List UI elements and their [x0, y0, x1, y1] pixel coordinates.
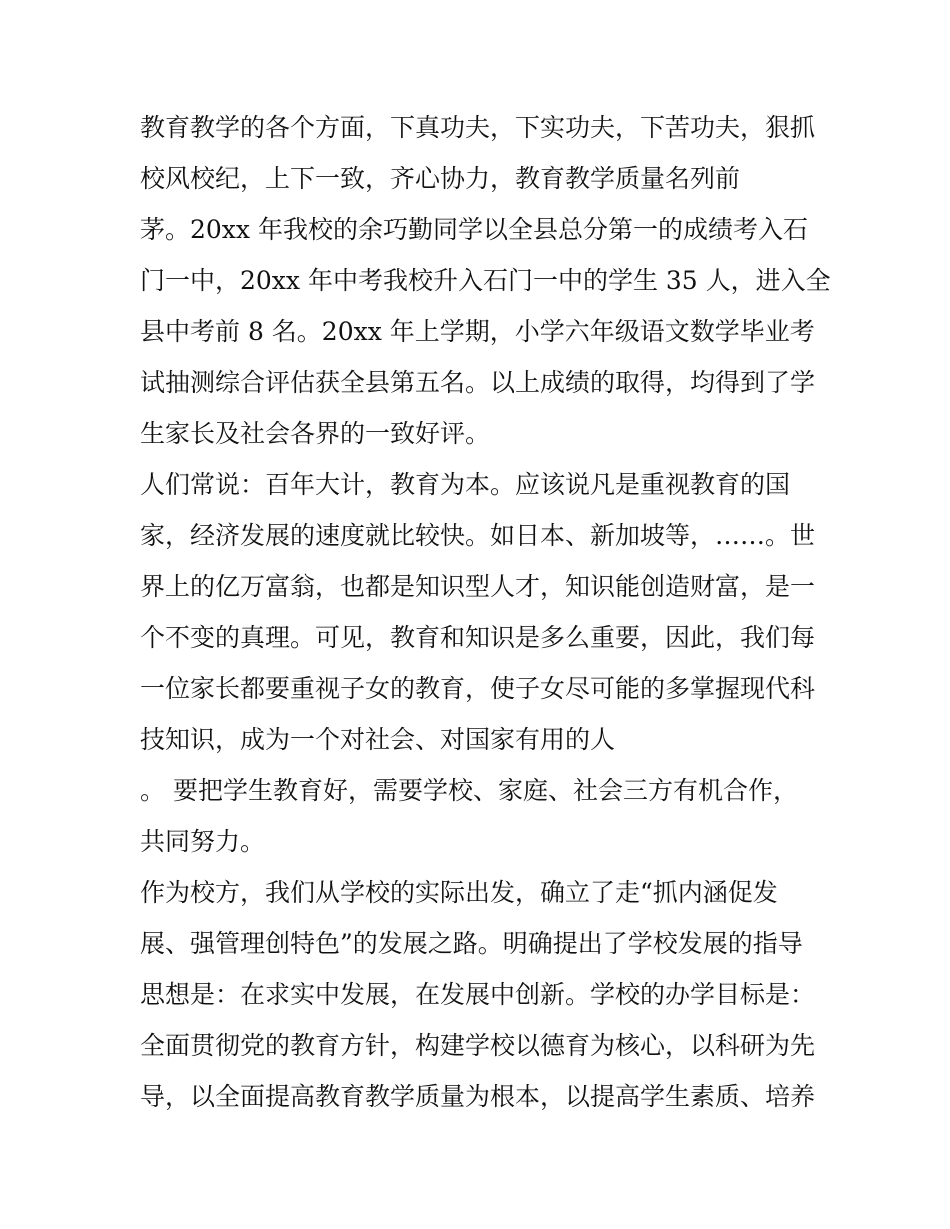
- text-line: 生家长及社会各界的一致好评。: [140, 419, 491, 448]
- text-line: 人们常说：百年大计，教育为本。应该说凡是重视教育的国: [140, 470, 791, 499]
- text-line: 个不变的真理。可见，教育和知识是多么重要，因此，我们每: [140, 623, 816, 652]
- text-line: 茅。20xx 年我校的余巧勤同学以全县总分第一的成绩考入石: [140, 215, 808, 244]
- text-line: 家，经济发展的速度就比较快。如日本、新加坡等，……。世: [140, 521, 816, 550]
- text-line: 展、强管理创特色”的发展之路。明确提出了学校发展的指导: [140, 929, 803, 958]
- text-line: 共同努力。: [140, 827, 266, 856]
- text-line: 界上的亿万富翁，也都是知识型人才，知识能创造财富，是一: [140, 572, 816, 601]
- text-line: 一位家长都要重视子女的教育，使子女尽可能的多掌握现代科: [140, 674, 816, 703]
- text-line: 校风校纪，上下一致，齐心协力，教育教学质量名列前: [140, 164, 741, 193]
- text-line: 作为校方，我们从学校的实际出发，确立了走“抓内涵促发: [140, 878, 778, 907]
- text-line: 门一中，20xx 年中考我校升入石门一中的学生 35 人，进入全: [140, 266, 831, 295]
- text-line: 导，以全面提高教育教学质量为根本，以提高学生素质、培养: [140, 1082, 816, 1111]
- text-line: 县中考前 8 名。20xx 年上学期，小学六年级语文数学毕业考: [140, 317, 815, 346]
- text-line: 技知识，成为一个对社会、对国家有用的人: [140, 725, 616, 754]
- text-line: 。 要把学生教育好，需要学校、家庭、社会三方有机合作，: [140, 776, 798, 805]
- text-line: 全面贯彻党的教育方针，构建学校以德育为核心，以科研为先: [140, 1031, 816, 1060]
- text-line: 教育教学的各个方面，下真功夫，下实功夫，下苦功夫，狠抓: [140, 113, 816, 142]
- text-line: 试抽测综合评估获全县第五名。以上成绩的取得，均得到了学: [140, 368, 816, 397]
- text-line: 思想是：在求实中发展，在发展中创新。学校的办学目标是：: [140, 980, 816, 1009]
